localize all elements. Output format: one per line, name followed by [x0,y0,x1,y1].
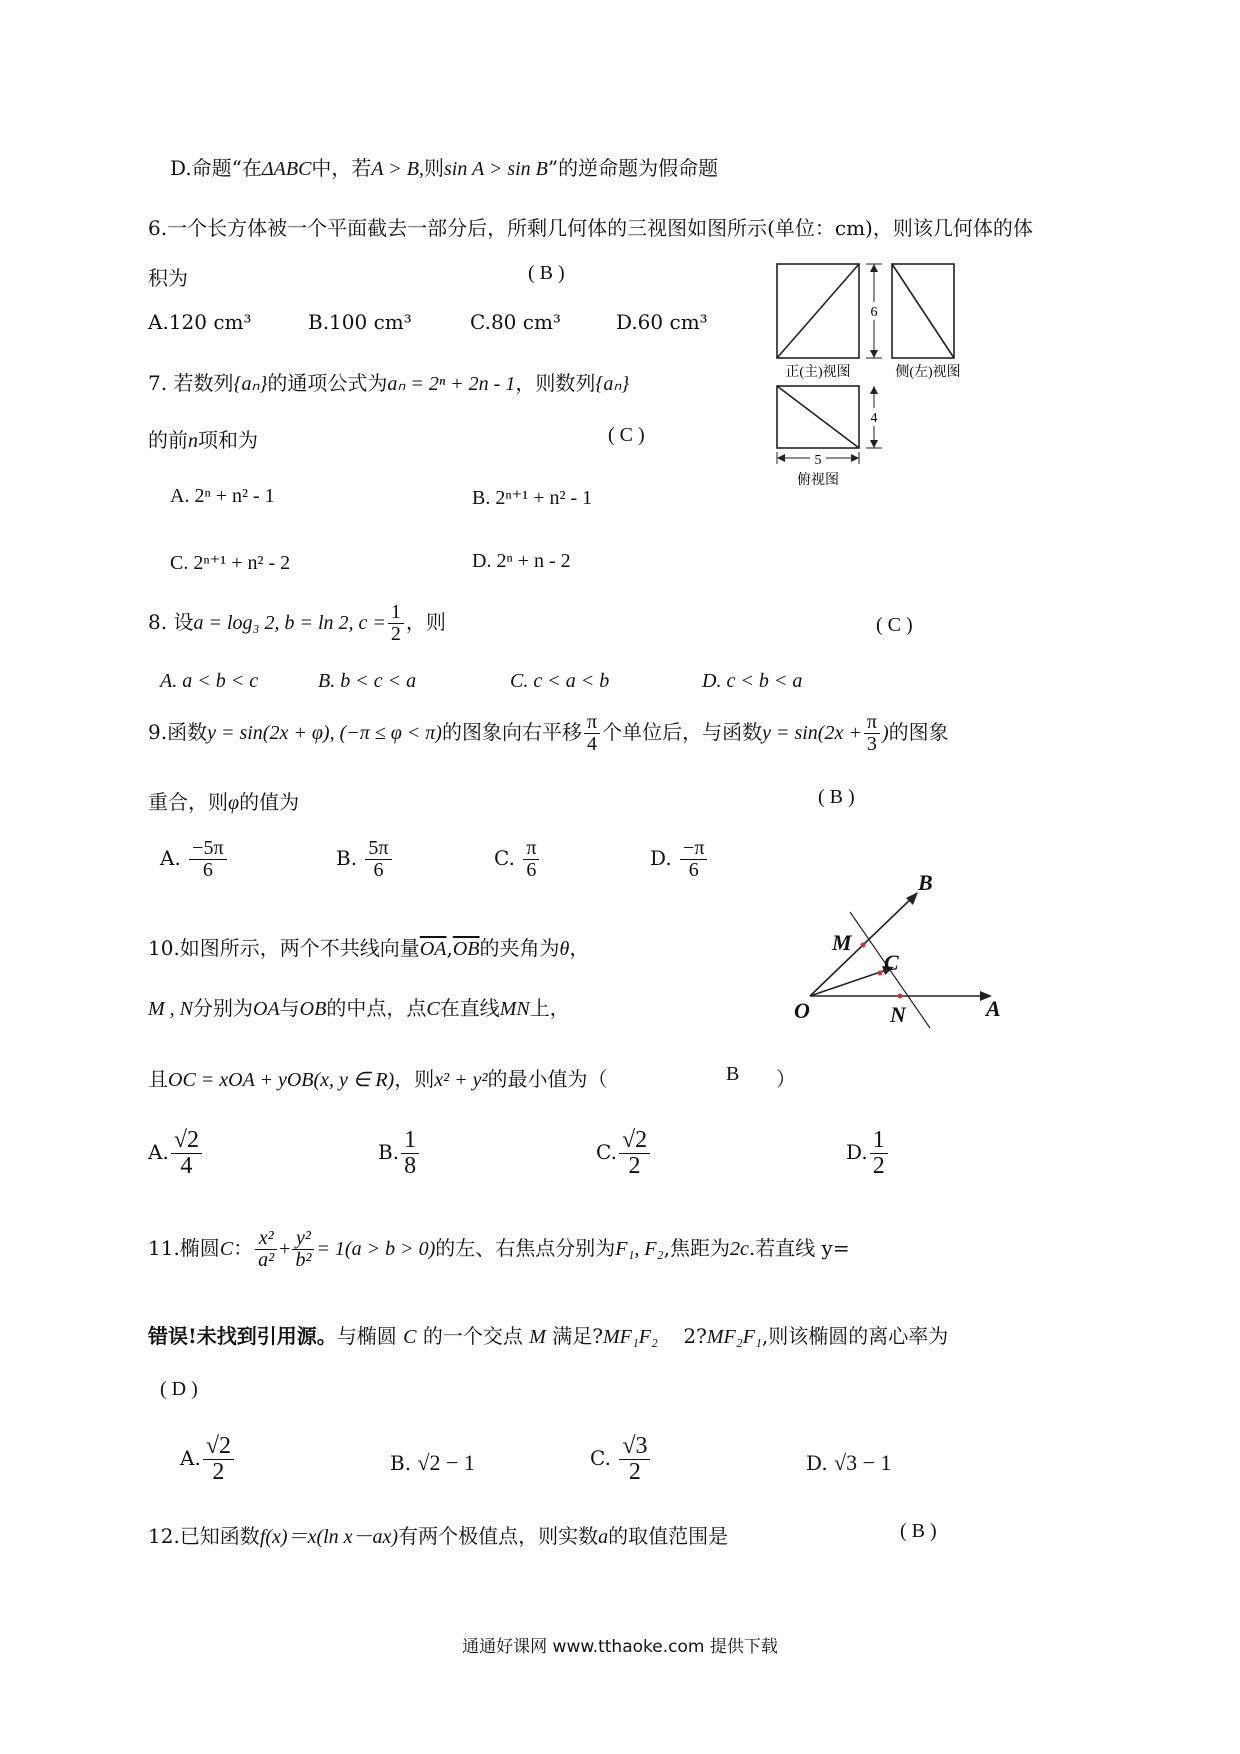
q11-y-fraction [292,1228,314,1271]
q5-d-mid: 中，若 [311,156,372,180]
q10-close: ） [776,1069,796,1091]
q10-line2e: 在直线 [439,996,500,1020]
q9-line2b: 的值为 [239,790,300,814]
q10-b-fraction [401,1128,419,1179]
q10-line3b: ，则 [394,1067,435,1091]
q8-den: 2 [390,623,401,645]
q5-d-prefix: D.命题“在 [170,156,262,180]
q11-d-label: D. [806,1451,828,1475]
page-footer: 通通好课网 www.tthaoke.com 提供下载 [462,1637,778,1657]
q7-option-a: A. 2ⁿ + n² - 1 [170,485,275,507]
point-m [861,943,866,948]
q9-b-label: B. [336,846,358,870]
q10-stem-line3 [148,1063,607,1092]
q10-a-label: A. [148,1140,169,1165]
q11-prefix: 11.椭圆 [148,1236,220,1260]
q10-option-c [596,1128,652,1179]
q10-line1c: ， [569,936,590,960]
q10-d-den: 2 [872,1153,885,1180]
label-m: M [832,930,852,955]
vector-figure [780,862,1020,1042]
q8-option-a: A. a < b < c [160,670,259,692]
front-view-diagonal [777,264,859,358]
q10-a-fraction [171,1128,202,1179]
q10-a-num: √2 [171,1128,202,1154]
q10-line1b: 的夹角为 [479,936,560,960]
q10-a-den: 4 [180,1153,193,1180]
q10-stem-line2 [148,992,570,1021]
q7-option-d: D. 2ⁿ + n - 2 [472,550,571,572]
q7-line2: 的前 [148,428,188,452]
q9-target-fraction [864,712,880,755]
q8-prefix: 8. 设 [148,610,194,634]
q10-line3a: 且 [148,1067,168,1091]
q11-angle2: MF₂F₁ [706,1326,762,1348]
q11-y2: y² [292,1228,314,1250]
q6-option-d: D.60 cm³ [616,310,708,334]
q5-d-condition: A > B, [371,158,424,180]
q11-answer: ( D ) [160,1378,198,1400]
q9-line2: 重合，则 [148,790,228,814]
q9-b-fraction [365,838,391,881]
q9-mid2: 个单位后，与函数 [602,720,763,744]
q10-line2b: 分别为 [193,996,253,1020]
q9-c-num: π [523,838,539,860]
q11-option-d [806,1450,892,1476]
q11-a2: a² [258,1249,275,1271]
q10-vec-oa: $\overline{OA}$ [419,938,447,960]
q10-vec-ob: $\overline{OB}$ [452,938,480,960]
q7-seq: {aₙ} [233,373,268,395]
q12-tail: 的取值范围是 [608,1524,729,1548]
q10-comma: , [446,936,453,960]
q6-option-b: B.100 cm³ [308,310,412,334]
q10-b-label: B. [378,1140,400,1165]
q7-stem-line1 [148,367,629,396]
q11-b-text: √2 − 1 [417,1450,475,1475]
q6-option-c: C.80 cm³ [470,310,561,334]
dim-6-label: 6 [870,305,878,320]
q11-c-label: C. [590,1446,611,1471]
q11-c: C [219,1238,234,1260]
q8-option-d: D. c < b < a [702,670,803,692]
q10-line2f: 上， [529,996,570,1020]
q9-phi: φ [228,792,240,814]
q9-f2b: ) [881,722,889,744]
q10-d-fraction [870,1128,888,1179]
q10-d-label: D. [846,1140,868,1165]
q12-f: f(x)＝x(ln x－ax) [259,1526,399,1548]
q9-a-label: A. [160,846,181,870]
q11-line2: 与椭圆 [336,1324,397,1348]
q8-fraction [388,602,404,645]
q9-prefix: 9.函数 [148,720,208,744]
q11-option-a [180,1434,236,1485]
q9-option-d [650,838,709,881]
label-a: A [986,996,1001,1021]
q11-option-c [590,1434,652,1485]
q12-answer: ( B ) [900,1520,937,1542]
q10-oa: OA [253,998,280,1020]
q9-option-a [160,838,229,881]
q10-option-b [378,1128,421,1179]
q11-c-den: 2 [628,1459,641,1486]
label-o: O [794,998,810,1023]
q10-c-den: 2 [628,1153,641,1180]
q11-c-fraction [619,1434,650,1485]
label-n: N [890,1002,906,1027]
q9-answer: ( B ) [818,786,855,808]
q8-expr: a = log₃ 2, b = ln 2, c = [193,612,386,634]
q10-line1a: 10.如图所示，两个不共线向量 [148,936,420,960]
q7-line2b: 项和为 [198,428,258,452]
q9-a-den: 6 [202,859,213,881]
q9-pi: π [584,712,600,734]
q10-c-num: √2 [619,1128,650,1154]
q11-b-label: B. [390,1451,412,1475]
arrow-b [906,892,918,905]
q9-c-label: C. [494,846,515,870]
q9-four: 4 [587,733,598,755]
q5-d-sin: sin A > sin B [444,158,548,180]
q9-f2: y = sin(2x + [762,722,862,744]
dim-4-label: 4 [870,411,878,426]
q7-n: n [188,430,198,452]
q9-d-den: 6 [688,859,699,881]
q11-d-text: √3 − 1 [834,1450,892,1475]
q10-c-fraction [619,1128,650,1179]
q10-mn: MN [499,998,530,1020]
q11-a-num: √2 [203,1434,234,1460]
q10-equation: OC = xOA + yOB(x, y ∈ R) [168,1069,395,1091]
q11-a-label: A. [180,1446,201,1471]
label-c: C [884,950,899,975]
q11-tail: .若直线 y= [748,1236,850,1260]
side-view-label: 侧(左)视图 [895,365,961,380]
q9-three: 3 [866,733,877,755]
q11-colon: ： [233,1236,254,1260]
three-view-figure [774,258,974,490]
q11-stem-line1: 11.椭圆C： $\frac{\text{x²}}{\text{a²}}$ + $\frac{\text{y²}}{\text{b²}}$ = 1(a > b > 0)的左、右焦点分别为F₁, F₂,焦距为2c.若直线 y= [148,1227,850,1271]
dim-5-label: 5 [814,453,822,468]
q9-f1: y = sin(2x + φ), (−π ≤ φ < π) [207,722,442,744]
q11-c-2: C [403,1326,417,1348]
q11-error-text: 错误!未找到引用源。 [148,1324,337,1348]
q10-theta: θ [559,938,570,960]
q10-b-den: 8 [404,1153,417,1180]
q10-d-num: 1 [870,1128,888,1154]
q10-line2d: 的中点，点 [326,996,427,1020]
q8-num: 1 [388,602,404,624]
q9-mid: 的图象向右平移 [441,720,582,744]
q11-b2: b² [295,1249,312,1271]
q9-c-den: 6 [526,859,537,881]
q11-twoc: 2c [729,1238,749,1260]
q12-mid: 有两个极值点，则实数 [398,1524,599,1548]
top-view-diagonal [777,386,859,448]
q10-option-a [148,1128,204,1179]
q9-b-num: 5π [365,838,391,860]
q6-stem-line1: 6.一个长方体被一个平面截去一部分后，所剩几何体的三视图如图所示(单位：cm)，则该几何体的体 [148,216,1033,240]
q7-answer: ( C ) [608,424,645,446]
q8-option-c: C. c < a < b [510,670,610,692]
q10-answer: B [726,1063,740,1085]
q6-stem-line2: 积为 [148,266,188,290]
q7-option-c: C. 2ⁿ⁺¹ + n² - 2 [170,552,291,574]
q7-stem-line2 [148,424,258,453]
q10-expr: x² + y² [434,1069,488,1091]
q9-option-c [494,838,541,881]
q9-tail: 的图象 [888,720,949,744]
point-c [878,971,883,976]
q11-mid: 的左、右焦点分别为 [435,1236,616,1260]
q10-c-label: C. [596,1140,617,1165]
q10-b-num: 1 [401,1128,419,1154]
q11-c-num: √3 [619,1434,650,1460]
q11-two: 2? [683,1324,707,1348]
q12-prefix: 12.已知函数 [148,1524,260,1548]
q5-d-triangle: ΔABC [261,158,312,180]
q8-answer: ( C ) [876,614,913,636]
q11-eq: = 1(a > b > 0) [316,1238,436,1260]
q11-a-fraction [203,1434,234,1485]
q9-b-den: 6 [373,859,384,881]
q11-foci: F₁, F₂ [615,1238,664,1260]
q7-prefix: 7. 若数列 [148,371,234,395]
q8-tail: ，则 [405,610,446,634]
q9-shift-fraction [584,712,600,755]
q8-option-b: B. b < c < a [318,670,417,692]
q11-option-b [390,1450,475,1476]
q11-m: M [529,1326,546,1348]
q11-x-fraction [255,1228,277,1271]
q7-mid2: ，则数列 [515,371,596,395]
point-n [898,994,903,999]
q9-a-num: −5π [189,838,226,860]
q7-formula: aₙ = 2ⁿ + 2n - 1 [387,373,516,395]
q12-stem [148,1520,728,1549]
q10-line3c: 的最小值为（ [487,1067,608,1091]
q10-c: C [426,998,440,1020]
q11-line2d: ,则该椭圆的离心率为 [761,1324,949,1348]
q11-angle1: MF₁F₂ [602,1326,658,1348]
q7-mid: 的通项公式为 [267,371,388,395]
q9-stem-line2 [148,786,299,815]
q11-a-den: 2 [212,1459,225,1486]
q9-option-b [336,838,394,881]
q10-option-d [846,1128,890,1179]
q9-pi-2: π [864,712,880,734]
q9-stem-line1 [148,712,949,755]
top-view-label: 俯视图 [797,473,839,488]
q10-mn-points: M , N [148,998,193,1020]
q9-d-fraction [680,838,707,881]
q8-stem [148,602,446,645]
q10-stem-line1 [148,932,589,961]
q5-d-then: 则 [424,156,444,180]
q5-option-d [170,152,718,181]
q11-line2c: 满足? [552,1324,603,1348]
q9-a-fraction [189,838,226,881]
q6-option-a: A.120 cm³ [148,310,252,334]
q11-line2b: 的一个交点 [422,1324,523,1348]
q10-line2c: 与 [279,996,300,1020]
q7-option-b: B. 2ⁿ⁺¹ + n² - 1 [472,487,593,509]
q11-stem-line2 [148,1320,948,1349]
q7-seq-2: {aₙ} [595,373,630,395]
front-view-label: 正(主)视图 [785,365,851,380]
side-view-diagonal [892,264,954,358]
q6-answer: ( B ) [528,262,565,284]
q12-a: a [598,1526,609,1548]
q11-x2: x² [255,1228,277,1250]
q11-mid2: ,焦距为 [663,1236,730,1260]
q10-ob: OB [299,998,327,1020]
q9-d-num: −π [680,838,707,860]
q9-d-label: D. [650,846,672,870]
q9-c-fraction [523,838,539,881]
q5-d-tail: ”的逆命题为假命题 [547,156,719,180]
label-b: B [918,870,933,895]
